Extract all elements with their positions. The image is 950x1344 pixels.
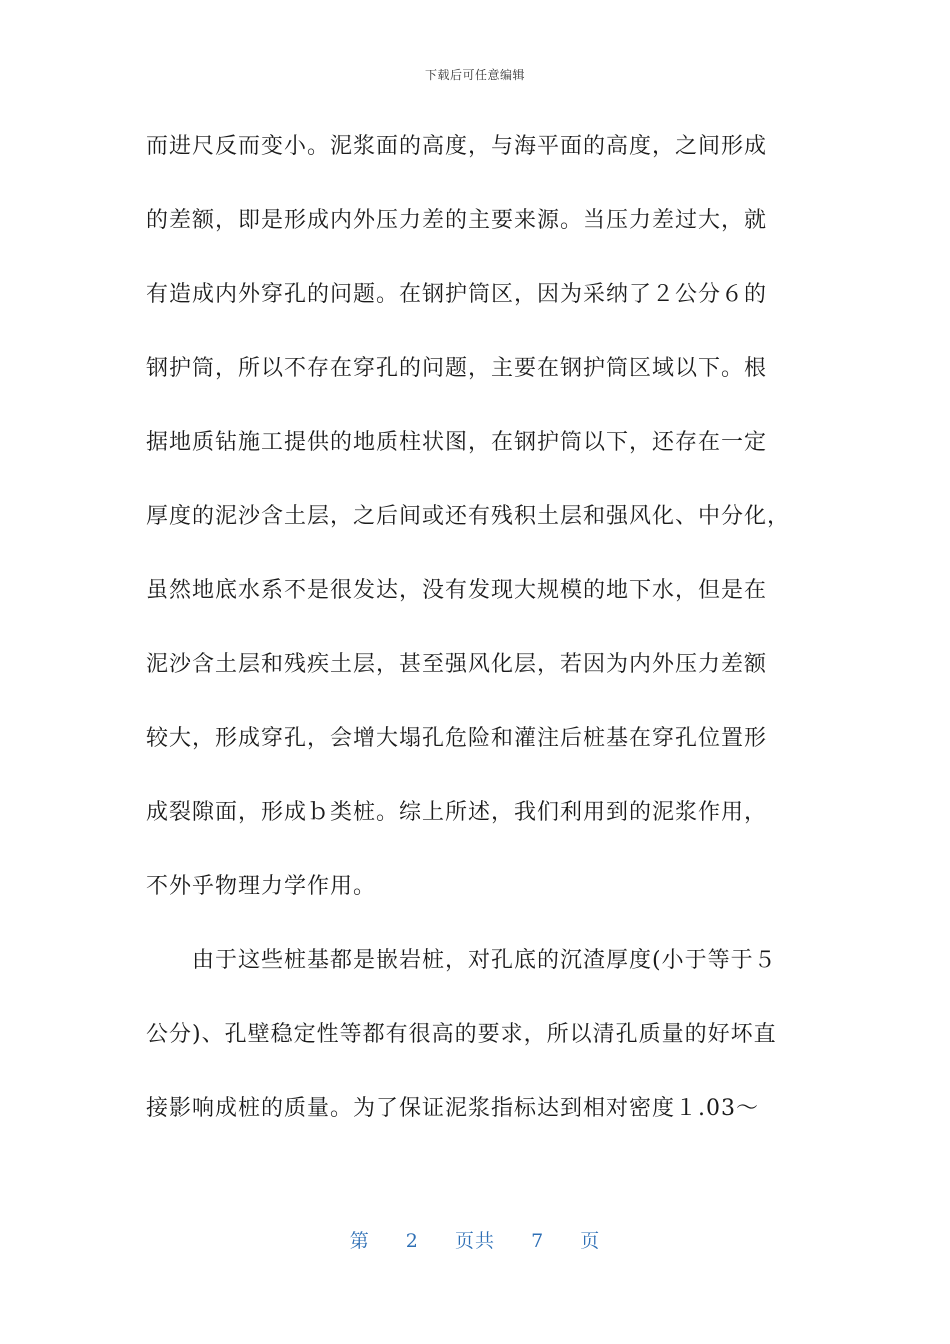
text-line: 钢护筒，所以不存在穿孔的问题，主要在钢护筒区域以下。根: [146, 356, 768, 381]
page-total: 7: [531, 1230, 545, 1252]
page-suffix: 页: [580, 1230, 601, 1252]
page-footer: [0, 1226, 950, 1253]
text-line: 成裂隙面，形成ｂ类桩。综上所述，我们利用到的泥浆作用，: [146, 800, 768, 825]
text-line: 虽然地底水系不是很发达，没有发现大规模的地下水，但是在: [146, 578, 768, 603]
text-line: 的差额，即是形成内外压力差的主要来源。当压力差过大，就: [146, 208, 768, 233]
text-line: 较大，形成穿孔，会增大塌孔危险和灌注后桩基在穿孔位置形: [146, 726, 768, 751]
page-number: 2: [405, 1230, 419, 1252]
text-line: 有造成内外穿孔的问题。在钢护筒区，因为采纳了２公分６的: [146, 282, 768, 307]
header-note: 下载后可任意编辑: [424, 68, 525, 82]
text-line: 接影响成桩的质量。为了保证泥浆指标达到相对密度１.03～: [146, 1096, 759, 1121]
page-prefix: 第: [349, 1230, 370, 1252]
page-middle: 页共: [454, 1230, 495, 1252]
text-line: 厚度的泥沙含土层，之后间或还有残积土层和强风化、中分化，: [146, 504, 791, 529]
text-line: 而进尺反而变小。泥浆面的高度，与海平面的高度，之间形成: [146, 134, 768, 159]
text-line: 不外乎物理力学作用。: [146, 874, 377, 899]
paragraph-2: [146, 924, 811, 1146]
paragraph-1: [146, 110, 811, 924]
text-line: 由于这些桩基都是嵌岩桩，对孔底的沉渣厚度(小于等于５: [192, 948, 777, 973]
text-line: 泥沙含土层和残疾土层，甚至强风化层，若因为内外压力差额: [146, 652, 768, 677]
text-line: 公分)、孔壁稳定性等都有很高的要求，所以清孔质量的好坏直: [146, 1022, 777, 1047]
body-text: [146, 110, 811, 1146]
text-line: 据地质钻施工提供的地质柱状图，在钢护筒以下，还存在一定: [146, 430, 768, 455]
